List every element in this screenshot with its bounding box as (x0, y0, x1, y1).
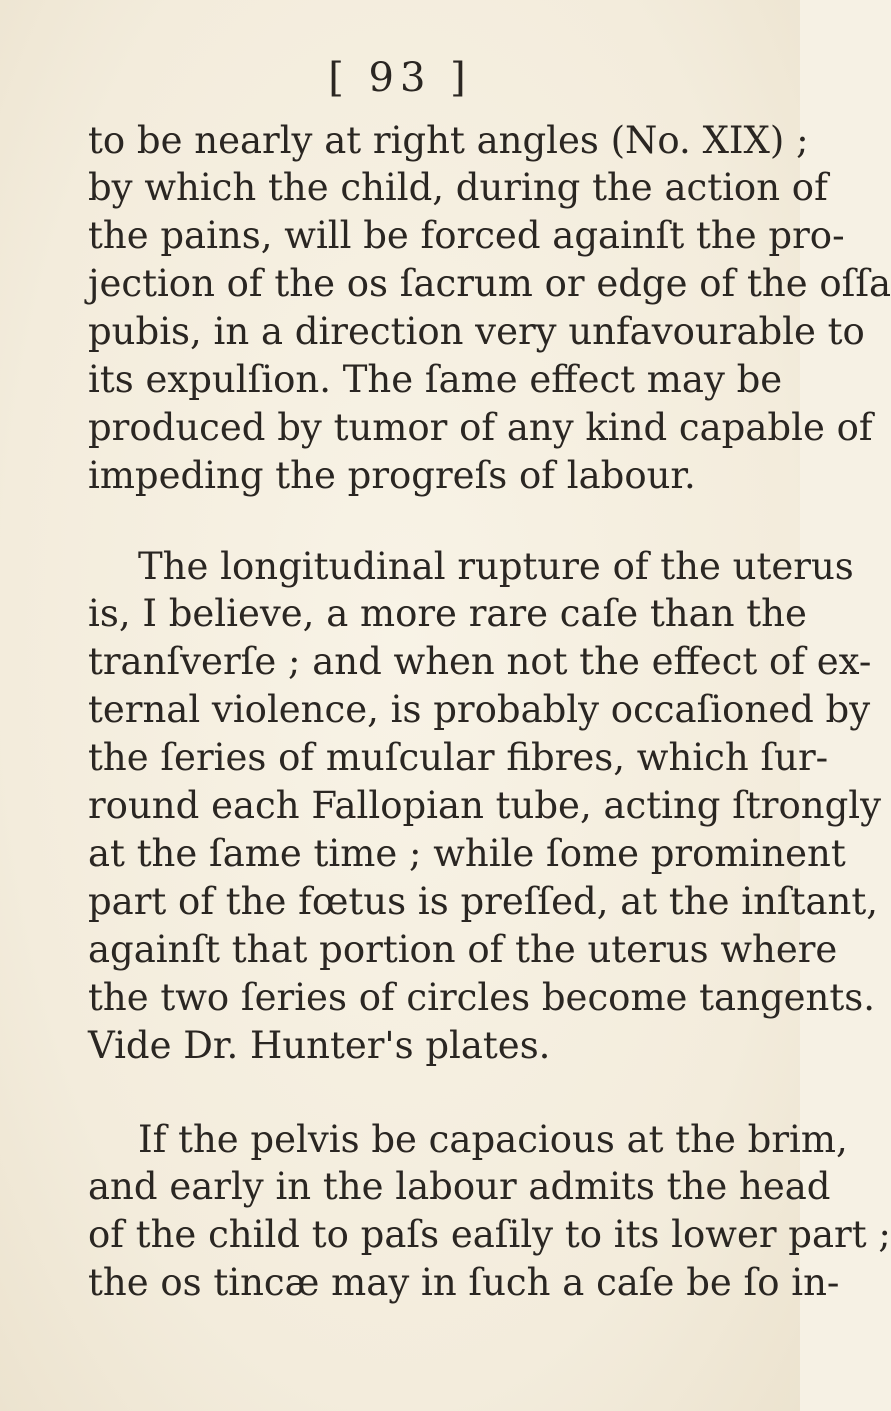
text-line: at the ſame time ; while ſome prominent (88, 832, 846, 875)
text-line: part of the fœtus is preſſed, at the inſtant, (88, 880, 879, 923)
text-line: jection of the os ſacrum or edge of the oſſa (88, 262, 891, 305)
text-line: The longitudinal rupture of the uterus (138, 545, 854, 588)
page-number: [ 93 ] (328, 55, 472, 101)
text-line: the ſeries of muſcular fibres, which ſur- (88, 736, 829, 779)
text-line: the os tincæ may in ſuch a caſe be ſo in- (88, 1261, 840, 1304)
text-line: the two ſeries of circles become tangents. (88, 976, 875, 1019)
text-line: to be nearly at right angles (No. XIX) ; (88, 119, 809, 162)
text-line: If the pelvis be capacious at the brim, (138, 1118, 848, 1161)
text-line: the pains, will be forced againſt the pro- (88, 214, 845, 257)
text-line: is, I believe, a more rare caſe than the (88, 592, 807, 635)
text-line: round each Fallopian tube, acting ſtrongly (88, 784, 882, 827)
text-line: ternal violence, is probably occaſioned by (88, 688, 871, 731)
text-line: of the child to paſs eaſily to its lower part ; (88, 1213, 891, 1256)
text-line: impeding the progreſs of labour. (88, 454, 696, 497)
text-line: againſt that portion of the uterus where (88, 928, 838, 971)
text-line: its expulſion. The ſame effect may be (88, 358, 783, 401)
text-line: by which the child, during the action of (88, 166, 828, 209)
text-line: produced by tumor of any kind capable of (88, 406, 873, 449)
text-line: and early in the labour admits the head (88, 1165, 831, 1208)
text-line: tranſverſe ; and when not the effect of ex- (88, 640, 872, 683)
text-line: Vide Dr. Hunter's plates. (88, 1024, 551, 1067)
text-line: pubis, in a direction very unfavourable to (88, 310, 865, 353)
